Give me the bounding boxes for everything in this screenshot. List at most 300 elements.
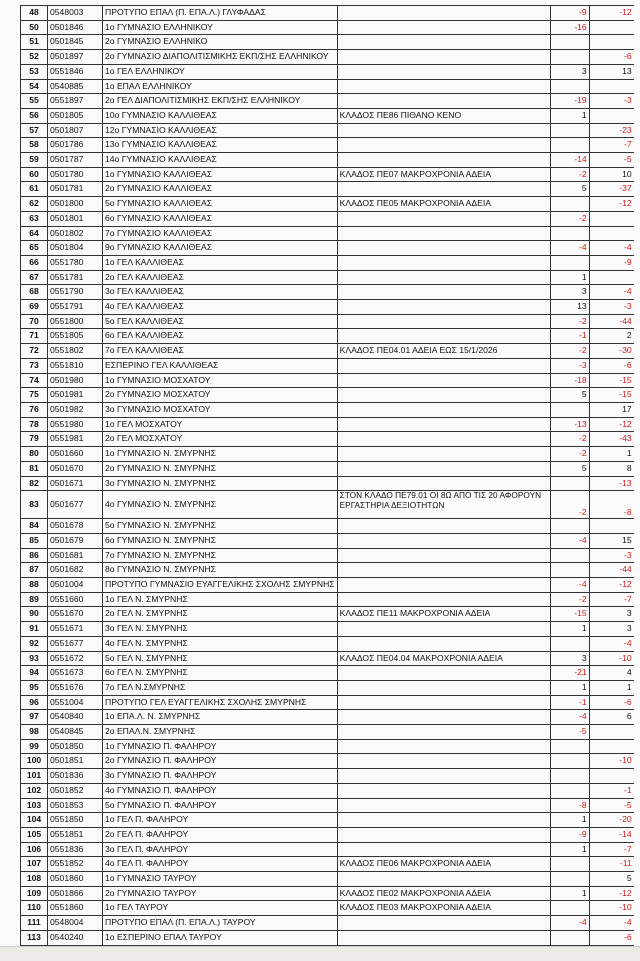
- value-a-cell: [550, 857, 589, 872]
- row-number-cell: 67: [21, 270, 48, 285]
- row-number-cell: 104: [21, 813, 48, 828]
- school-code-cell: 0551852: [48, 857, 103, 872]
- school-name-cell: 2ο ΓΕΛ ΚΑΛΛΙΘΕΑΣ: [103, 270, 338, 285]
- school-name-cell: 2ο ΓΥΜΝΑΣΙΟ Π. ΦΑΛΗΡΟΥ: [103, 754, 338, 769]
- value-a-cell: [550, 255, 589, 270]
- value-b-cell: -9: [589, 255, 634, 270]
- value-a-cell: [550, 197, 589, 212]
- school-name-cell: 2ο ΓΥΜΝΑΣΙΟ ΔΙΑΠΟΛΙΤΙΣΜΙΚΗΣ ΕΚΠ/ΣΗΣ ΕΛΛΗΝΙΚΟΥ: [103, 50, 338, 65]
- note-cell: [337, 270, 550, 285]
- school-name-cell: 6ο ΓΕΛ Ν. ΣΜΥΡΝΗΣ: [103, 666, 338, 681]
- note-cell: [337, 447, 550, 462]
- value-b-cell: -7: [589, 842, 634, 857]
- table-row: [21, 167, 634, 182]
- table-row: [21, 94, 634, 109]
- value-a-cell: [550, 519, 589, 534]
- row-number-cell: 101: [21, 769, 48, 784]
- row-number-cell: 103: [21, 798, 48, 813]
- note-cell: [337, 666, 550, 681]
- value-b-cell: [589, 20, 634, 35]
- row-number-cell: 68: [21, 285, 48, 300]
- table-row: [21, 872, 634, 887]
- school-code-cell: 0551676: [48, 680, 103, 695]
- value-a-cell: -19: [550, 94, 589, 109]
- row-number-cell: 64: [21, 226, 48, 241]
- value-a-cell: -2: [550, 592, 589, 607]
- row-number-cell: 90: [21, 607, 48, 622]
- value-b-cell: 3: [589, 622, 634, 637]
- row-number-cell: 52: [21, 50, 48, 65]
- value-a-cell: 1: [550, 813, 589, 828]
- table-row: [21, 226, 634, 241]
- value-b-cell: 8: [589, 461, 634, 476]
- note-cell: [337, 373, 550, 388]
- table-row: [21, 432, 634, 447]
- value-a-cell: 1: [550, 622, 589, 637]
- value-b-cell: -20: [589, 813, 634, 828]
- row-number-cell: 80: [21, 447, 48, 462]
- value-a-cell: [550, 783, 589, 798]
- row-number-cell: 50: [21, 20, 48, 35]
- row-number-cell: 53: [21, 64, 48, 79]
- school-code-cell: 0501786: [48, 138, 103, 153]
- value-a-cell: -16: [550, 20, 589, 35]
- value-b-cell: -4: [589, 636, 634, 651]
- value-a-cell: [550, 930, 589, 945]
- value-a-cell: 1: [550, 270, 589, 285]
- school-name-cell: 1ο ΓΥΜΝΑΣΙΟ ΚΑΛΛΙΘΕΑΣ: [103, 167, 338, 182]
- note-cell: ΚΛΑΔΟΣ ΠΕ05 ΜΑΚΡΟΧΡΟΝΙΑ ΑΔΕΙΑ: [337, 197, 550, 212]
- school-name-cell: 1ο ΓΕΛ Ν. ΣΜΥΡΝΗΣ: [103, 592, 338, 607]
- note-cell: [337, 739, 550, 754]
- value-b-cell: 1: [589, 680, 634, 695]
- note-cell: [337, 519, 550, 534]
- value-a-cell: -1: [550, 329, 589, 344]
- value-a-cell: -2: [550, 432, 589, 447]
- value-a-cell: [550, 636, 589, 651]
- school-code-cell: 0501836: [48, 769, 103, 784]
- school-code-cell: 0551004: [48, 695, 103, 710]
- school-name-cell: 4ο ΓΕΛ Ν. ΣΜΥΡΝΗΣ: [103, 636, 338, 651]
- row-number-cell: 71: [21, 329, 48, 344]
- table-row: [21, 388, 634, 403]
- row-number-cell: 105: [21, 827, 48, 842]
- table-row: [21, 138, 634, 153]
- school-code-cell: 0501980: [48, 373, 103, 388]
- table-row: [21, 916, 634, 931]
- table-row: [21, 270, 634, 285]
- value-a-cell: [550, 226, 589, 241]
- note-cell: [337, 461, 550, 476]
- value-a-cell: -4: [550, 710, 589, 725]
- note-cell: ΚΛΑΔΟΣ ΠΕ86 ΠΙΘΑΝΟ ΚΕΝΟ: [337, 108, 550, 123]
- value-a-cell: -9: [550, 827, 589, 842]
- note-cell: [337, 226, 550, 241]
- school-name-cell: 1ο ΓΥΜΝΑΣΙΟ ΜΟΣΧΑΤΟΥ: [103, 373, 338, 388]
- school-name-cell: 9ο ΓΥΜΝΑΣΙΟ ΚΑΛΛΙΘΕΑΣ: [103, 241, 338, 256]
- note-cell: [337, 592, 550, 607]
- row-number-cell: 74: [21, 373, 48, 388]
- value-b-cell: -10: [589, 901, 634, 916]
- school-code-cell: 0551810: [48, 358, 103, 373]
- value-b-cell: -12: [589, 886, 634, 901]
- table-row: [21, 592, 634, 607]
- school-name-cell: 1ο ΕΠΑ.Λ. Ν. ΣΜΥΡΝΗΣ: [103, 710, 338, 725]
- table-row: [21, 813, 634, 828]
- table-row: [21, 64, 634, 79]
- school-name-cell: 10ο ΓΥΜΝΑΣΙΟ ΚΑΛΛΙΘΕΑΣ: [103, 108, 338, 123]
- note-cell: [337, 476, 550, 491]
- note-cell: [337, 769, 550, 784]
- table-row: [21, 886, 634, 901]
- school-code-cell: 0501781: [48, 182, 103, 197]
- school-code-cell: 0551670: [48, 607, 103, 622]
- note-cell: ΚΛΑΔΟΣ ΠΕ07 ΜΑΚΡΟΧΡΟΝΙΑ ΑΔΕΙΑ: [337, 167, 550, 182]
- row-number-cell: 66: [21, 255, 48, 270]
- school-code-cell: 0501981: [48, 388, 103, 403]
- note-cell: [337, 930, 550, 945]
- value-a-cell: -9: [550, 6, 589, 21]
- row-number-cell: 88: [21, 578, 48, 593]
- value-a-cell: -1: [550, 695, 589, 710]
- school-name-cell: 2ο ΓΥΜΝΑΣΙΟ ΕΛΛΗΝΙΚΟ: [103, 35, 338, 50]
- row-number-cell: 62: [21, 197, 48, 212]
- value-b-cell: 6: [589, 710, 634, 725]
- note-cell: [337, 548, 550, 563]
- school-name-cell: 2ο ΓΥΜΝΑΣΙΟ ΚΑΛΛΙΘΕΑΣ: [103, 182, 338, 197]
- note-cell: [337, 123, 550, 138]
- row-number-cell: 57: [21, 123, 48, 138]
- row-number-cell: 91: [21, 622, 48, 637]
- value-b-cell: -12: [589, 417, 634, 432]
- note-cell: [337, 842, 550, 857]
- school-code-cell: 0540240: [48, 930, 103, 945]
- school-code-cell: 0501853: [48, 798, 103, 813]
- value-b-cell: -15: [589, 373, 634, 388]
- note-cell: [337, 916, 550, 931]
- value-a-cell: 5: [550, 461, 589, 476]
- table-row: [21, 108, 634, 123]
- table-row: [21, 20, 634, 35]
- note-cell: [337, 563, 550, 578]
- table-row: [21, 622, 634, 637]
- school-code-cell: 0540840: [48, 710, 103, 725]
- row-number-cell: 86: [21, 548, 48, 563]
- value-a-cell: -5: [550, 725, 589, 740]
- row-number-cell: 59: [21, 153, 48, 168]
- note-cell: [337, 153, 550, 168]
- value-a-cell: [550, 563, 589, 578]
- note-cell: [337, 64, 550, 79]
- note-cell: ΚΛΑΔΟΣ ΠΕ02 ΜΑΚΡΟΧΡΟΝΙΑ ΑΔΕΙΑ: [337, 886, 550, 901]
- value-a-cell: [550, 476, 589, 491]
- note-cell: [337, 725, 550, 740]
- row-number-cell: 109: [21, 886, 48, 901]
- table-row: [21, 754, 634, 769]
- note-cell: [337, 827, 550, 842]
- table-row: [21, 314, 634, 329]
- school-name-cell: 6ο ΓΥΜΝΑΣΙΟ Ν. ΣΜΥΡΝΗΣ: [103, 533, 338, 548]
- school-name-cell: 7ο ΓΕΛ ΚΑΛΛΙΘΕΑΣ: [103, 344, 338, 359]
- value-a-cell: -2: [550, 491, 589, 519]
- school-name-cell: 2ο ΓΕΛ Ν. ΣΜΥΡΝΗΣ: [103, 607, 338, 622]
- table-row: [21, 666, 634, 681]
- school-code-cell: 0551897: [48, 94, 103, 109]
- school-code-cell: 0501677: [48, 491, 103, 519]
- school-name-cell: 14ο ΓΥΜΝΑΣΙΟ ΚΑΛΛΙΘΕΑΣ: [103, 153, 338, 168]
- value-b-cell: -7: [589, 592, 634, 607]
- value-b-cell: -6: [589, 358, 634, 373]
- row-number-cell: 54: [21, 79, 48, 94]
- value-b-cell: 5: [589, 872, 634, 887]
- table-row: [21, 533, 634, 548]
- school-code-cell: 0551671: [48, 622, 103, 637]
- note-cell: [337, 402, 550, 417]
- table-row: [21, 50, 634, 65]
- school-code-cell: 0551791: [48, 300, 103, 315]
- note-cell: [337, 138, 550, 153]
- value-a-cell: [550, 739, 589, 754]
- school-code-cell: 0501866: [48, 886, 103, 901]
- school-name-cell: 7ο ΓΕΛ Ν.ΣΜΥΡΝΗΣ: [103, 680, 338, 695]
- value-a-cell: -4: [550, 533, 589, 548]
- value-b-cell: -10: [589, 651, 634, 666]
- row-number-cell: 111: [21, 916, 48, 931]
- school-name-cell: 3ο ΓΥΜΝΑΣΙΟ Π. ΦΑΛΗΡΟΥ: [103, 769, 338, 784]
- table-row: [21, 857, 634, 872]
- school-code-cell: 0501679: [48, 533, 103, 548]
- note-cell: [337, 94, 550, 109]
- value-a-cell: [550, 548, 589, 563]
- school-code-cell: 0501850: [48, 739, 103, 754]
- value-b-cell: -1: [589, 783, 634, 798]
- value-b-cell: [589, 226, 634, 241]
- value-b-cell: -12: [589, 578, 634, 593]
- note-cell: [337, 20, 550, 35]
- table-row: [21, 827, 634, 842]
- school-name-cell: ΠΡΟΤΥΠΟ ΓΕΛ ΕΥΑΓΓΕΛΙΚΗΣ ΣΧΟΛΗΣ ΣΜΥΡΝΗΣ: [103, 695, 338, 710]
- school-name-cell: 5ο ΓΥΜΝΑΣΙΟ Ν. ΣΜΥΡΝΗΣ: [103, 519, 338, 534]
- note-cell: [337, 533, 550, 548]
- school-name-cell: 1ο ΓΕΛ ΜΟΣΧΑΤΟΥ: [103, 417, 338, 432]
- note-cell: [337, 872, 550, 887]
- value-a-cell: [550, 754, 589, 769]
- school-name-cell: 2ο ΓΥΜΝΑΣΙΟ ΜΟΣΧΑΤΟΥ: [103, 388, 338, 403]
- note-cell: [337, 182, 550, 197]
- table-row: [21, 447, 634, 462]
- value-b-cell: -6: [589, 50, 634, 65]
- row-number-cell: 102: [21, 783, 48, 798]
- value-a-cell: 1: [550, 842, 589, 857]
- note-cell: [337, 783, 550, 798]
- row-number-cell: 83: [21, 491, 48, 519]
- school-code-cell: 0501807: [48, 123, 103, 138]
- school-name-cell: 2ο ΓΕΛ ΜΟΣΧΑΤΟΥ: [103, 432, 338, 447]
- school-code-cell: 0501805: [48, 108, 103, 123]
- row-number-cell: 81: [21, 461, 48, 476]
- note-cell: [337, 255, 550, 270]
- value-a-cell: 3: [550, 651, 589, 666]
- school-code-cell: 0551660: [48, 592, 103, 607]
- value-a-cell: -2: [550, 167, 589, 182]
- table-row: [21, 783, 634, 798]
- school-code-cell: 0501682: [48, 563, 103, 578]
- row-number-cell: 92: [21, 636, 48, 651]
- school-name-cell: 1ο ΓΥΜΝΑΣΙΟ ΕΛΛΗΝΙΚΟΥ: [103, 20, 338, 35]
- row-number-cell: 96: [21, 695, 48, 710]
- table-row: [21, 739, 634, 754]
- value-a-cell: -2: [550, 211, 589, 226]
- note-cell: [337, 285, 550, 300]
- value-b-cell: -4: [589, 241, 634, 256]
- table-body: [21, 6, 634, 946]
- value-a-cell: -8: [550, 798, 589, 813]
- value-b-cell: 1: [589, 447, 634, 462]
- school-code-cell: 0540845: [48, 725, 103, 740]
- value-b-cell: 3: [589, 607, 634, 622]
- value-b-cell: -13: [589, 476, 634, 491]
- value-b-cell: -30: [589, 344, 634, 359]
- school-code-cell: 0501802: [48, 226, 103, 241]
- table-row: [21, 461, 634, 476]
- value-b-cell: -3: [589, 548, 634, 563]
- school-code-cell: 0501804: [48, 241, 103, 256]
- value-b-cell: [589, 108, 634, 123]
- school-name-cell: 2ο ΓΥΜΝΑΣΙΟ Ν. ΣΜΥΡΝΗΣ: [103, 461, 338, 476]
- school-code-cell: 0551672: [48, 651, 103, 666]
- row-number-cell: 60: [21, 167, 48, 182]
- table-row: [21, 548, 634, 563]
- value-b-cell: 13: [589, 64, 634, 79]
- school-code-cell: 0548003: [48, 6, 103, 21]
- school-name-cell: 1ο ΓΕΛ Π. ΦΑΛΗΡΟΥ: [103, 813, 338, 828]
- school-code-cell: 0551802: [48, 344, 103, 359]
- school-code-cell: 0551850: [48, 813, 103, 828]
- table-row: [21, 680, 634, 695]
- row-number-cell: 75: [21, 388, 48, 403]
- page-bottom-edge: [0, 946, 640, 961]
- value-b-cell: -4: [589, 285, 634, 300]
- value-b-cell: -4: [589, 916, 634, 931]
- row-number-cell: 93: [21, 651, 48, 666]
- school-name-cell: 6ο ΓΥΜΝΑΣΙΟ ΚΑΛΛΙΘΕΑΣ: [103, 211, 338, 226]
- value-a-cell: -15: [550, 607, 589, 622]
- value-a-cell: [550, 402, 589, 417]
- row-number-cell: 89: [21, 592, 48, 607]
- value-a-cell: [550, 35, 589, 50]
- note-cell: [337, 241, 550, 256]
- note-cell: [337, 622, 550, 637]
- value-b-cell: -5: [589, 798, 634, 813]
- school-code-cell: 0551851: [48, 827, 103, 842]
- value-a-cell: [550, 123, 589, 138]
- table-row: [21, 476, 634, 491]
- value-b-cell: [589, 270, 634, 285]
- school-code-cell: 0501845: [48, 35, 103, 50]
- row-number-cell: 76: [21, 402, 48, 417]
- value-a-cell: -21: [550, 666, 589, 681]
- note-cell: ΣΤΟΝ ΚΛΑΔΟ ΠΕ79.01 ΟΙ 8Ω ΑΠΟ ΤΙΣ 20 ΑΦΟΡΟΥΝ ΕΡΓΑΣΤΗΡΙΑ ΔΕΞΙΟΤΗΤΩΝ: [337, 491, 550, 519]
- school-code-cell: 0551673: [48, 666, 103, 681]
- table-row: [21, 344, 634, 359]
- note-cell: [337, 636, 550, 651]
- note-cell: [337, 432, 550, 447]
- school-code-cell: 0501660: [48, 447, 103, 462]
- table-row: [21, 300, 634, 315]
- value-a-cell: -13: [550, 417, 589, 432]
- school-code-cell: 0501780: [48, 167, 103, 182]
- note-cell: ΚΛΑΔΟΣ ΠΕ03 ΜΑΚΡΟΧΡΟΝΙΑ ΑΔΕΙΑ: [337, 901, 550, 916]
- table-row: [21, 241, 634, 256]
- school-name-cell: 1ο ΓΥΜΝΑΣΙΟ ΤΑΥΡΟΥ: [103, 872, 338, 887]
- value-b-cell: -37: [589, 182, 634, 197]
- school-name-cell: 1ο ΓΕΛ ΤΑΥΡΟΥ: [103, 901, 338, 916]
- value-a-cell: 3: [550, 285, 589, 300]
- value-b-cell: [589, 739, 634, 754]
- table-row: [21, 798, 634, 813]
- school-name-cell: ΠΡΟΤΥΠΟ ΕΠΑΛ (Π. ΕΠΑ.Λ.) ΓΛΥΦΑΔΑΣ: [103, 6, 338, 21]
- school-name-cell: 1ο ΓΕΛ ΚΑΛΛΙΘΕΑΣ: [103, 255, 338, 270]
- schools-table: [20, 5, 634, 946]
- school-code-cell: 0501860: [48, 872, 103, 887]
- row-number-cell: 99: [21, 739, 48, 754]
- school-name-cell: 5ο ΓΥΜΝΑΣΙΟ ΚΑΛΛΙΘΕΑΣ: [103, 197, 338, 212]
- row-number-cell: 63: [21, 211, 48, 226]
- table-row: [21, 35, 634, 50]
- school-name-cell: 1ο ΓΥΜΝΑΣΙΟ Ν. ΣΜΥΡΝΗΣ: [103, 447, 338, 462]
- row-number-cell: 110: [21, 901, 48, 916]
- value-b-cell: -11: [589, 857, 634, 872]
- row-number-cell: 73: [21, 358, 48, 373]
- value-b-cell: [589, 211, 634, 226]
- row-number-cell: 79: [21, 432, 48, 447]
- table-row: [21, 211, 634, 226]
- school-name-cell: 3ο ΓΥΜΝΑΣΙΟ Ν. ΣΜΥΡΝΗΣ: [103, 476, 338, 491]
- row-number-cell: 55: [21, 94, 48, 109]
- table-row: [21, 197, 634, 212]
- table-row: [21, 79, 634, 94]
- note-cell: [337, 211, 550, 226]
- table-row: [21, 725, 634, 740]
- school-code-cell: 0551677: [48, 636, 103, 651]
- value-b-cell: -3: [589, 94, 634, 109]
- note-cell: [337, 754, 550, 769]
- school-code-cell: 0551780: [48, 255, 103, 270]
- value-b-cell: -12: [589, 6, 634, 21]
- table-row: [21, 6, 634, 21]
- table-row: [21, 417, 634, 432]
- table-row: [21, 285, 634, 300]
- school-code-cell: 0501846: [48, 20, 103, 35]
- note-cell: ΚΛΑΔΟΣ ΠΕ06 ΜΑΚΡΟΧΡΟΝΙΑ ΑΔΕΙΑ: [337, 857, 550, 872]
- school-name-cell: ΠΡΟΤΥΠΟ ΕΠΑΛ (Π. ΕΠΑ.Λ.) ΤΑΥΡΟΥ: [103, 916, 338, 931]
- value-a-cell: -4: [550, 916, 589, 931]
- note-cell: [337, 79, 550, 94]
- school-code-cell: 0551781: [48, 270, 103, 285]
- value-a-cell: -3: [550, 358, 589, 373]
- school-name-cell: 4ο ΓΥΜΝΑΣΙΟ Π. ΦΑΛΗΡΟΥ: [103, 783, 338, 798]
- value-b-cell: 17: [589, 402, 634, 417]
- table-row: [21, 695, 634, 710]
- row-number-cell: 51: [21, 35, 48, 50]
- row-number-cell: 100: [21, 754, 48, 769]
- school-name-cell: 2ο ΓΕΛ ΔΙΑΠΟΛΙΤΙΣΜΙΚΗΣ ΕΚΠ/ΣΗΣ ΕΛΛΗΝΙΚΟΥ: [103, 94, 338, 109]
- value-a-cell: 5: [550, 388, 589, 403]
- note-cell: [337, 680, 550, 695]
- school-code-cell: 0501852: [48, 783, 103, 798]
- school-name-cell: 5ο ΓΥΜΝΑΣΙΟ Π. ΦΑΛΗΡΟΥ: [103, 798, 338, 813]
- note-cell: [337, 35, 550, 50]
